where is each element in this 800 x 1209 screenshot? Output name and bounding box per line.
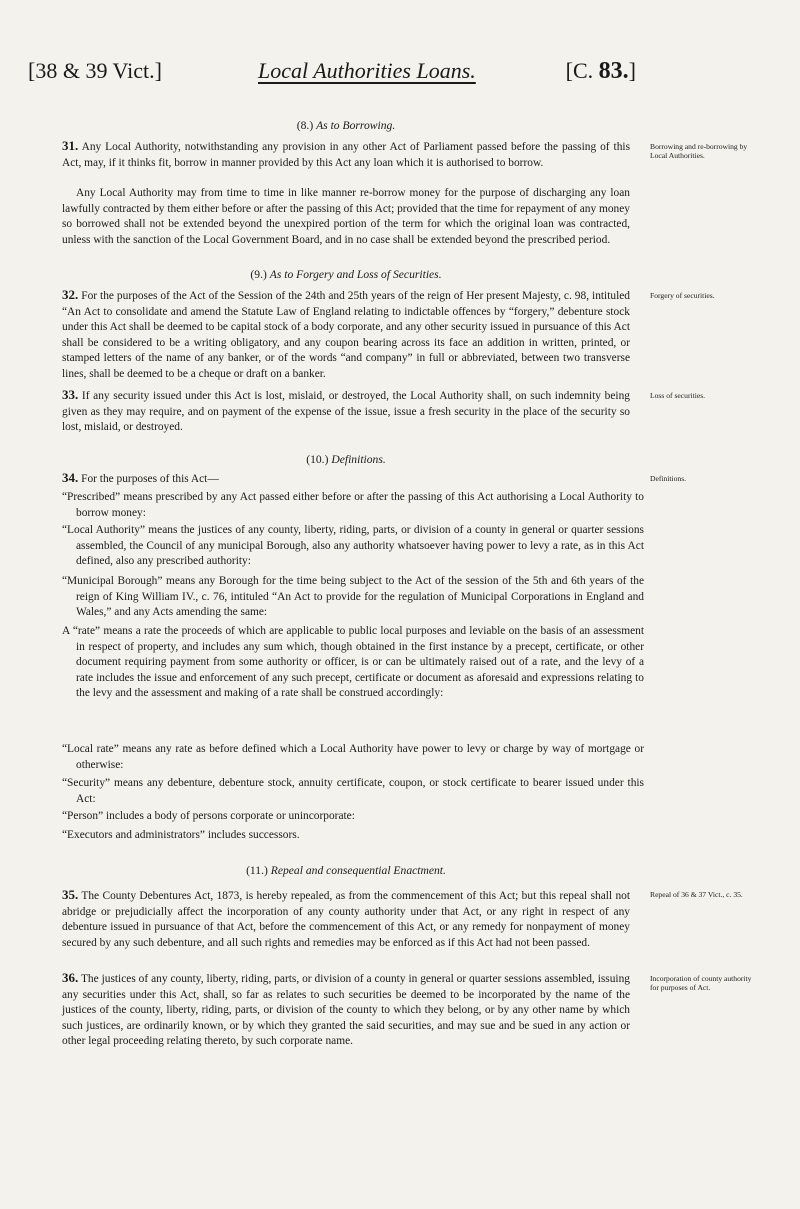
act-title: Local Authorities Loans.	[258, 58, 476, 83]
definition-local-rate: “Local rate” means any rate as before defined which a Local Authority have power to levy or charge by way of mortgage or otherwise:	[62, 743, 644, 771]
section-33: 33. If any security issued under this Act is lost, mislaid, or destroyed, the Local Authority shall, on such indemnity being given as they may require, and on payment of the expense of the issue, issue a fresh security in the place of the security so lost, mislaid, or destroyed.	[62, 387, 630, 434]
heading-definitions: (10.) Definitions.	[306, 453, 386, 466]
section-36: 36. The justices of any county, liberty, riding, parts, or division of a county in general or quarter sessions assembled, issuing any securities under this Act, shall, so far as relates to such securities be deemed to be incorporated by the name of the justices of the county, liberty, riding, parts, or division of the county to which they belong, or by any other name by which such justices, are ordinarily known, or by which they granted the said securities, and may sue and be sued in any action or other legal proceeding relating thereto, by such corporate name.	[62, 970, 630, 1048]
chapter-number: [C. 83.]	[565, 58, 636, 84]
definition-person: “Person” includes a body of persons corporate or unincorporate:	[62, 810, 355, 822]
section-34: 34. For the purposes of this Act—	[62, 470, 219, 485]
definition-prescribed: “Prescribed” means prescribed by any Act passed either before or after the passing of this Act authorising a Local Authority to borrow money:	[62, 491, 644, 519]
definition-local-authority: “Local Authority” means the justices of any county, liberty, riding, parts, or division of a county in general or quarter sessions assembled, the Council of any municipal Borough, also any authority whatsoever having power to levy a rate, as in this Act defined, also any prescribed authority:	[62, 524, 644, 568]
margin-note-35: Repeal of 36 & 37 Vict., c. 35.	[650, 890, 743, 899]
regnal-year: [38 & 39 Vict.]	[28, 58, 162, 83]
section-31-paragraph: Any Local Authority may from time to time in like manner re-borrow money for the purpose of discharging any loan lawfully contracted by them either before or after the passing of this Act; provided that the time for repayment of any money so borrowed shall not be extended beyond the unexpired portion of the term for which the original loan was contracted, unless with the sanction of the Local Government Board, and in no case shall be extended beyond the prescribed period.	[62, 187, 630, 246]
margin-note-33: Loss of securities.	[650, 391, 706, 400]
heading-borrowing: (8.) As to Borrowing.	[296, 119, 396, 132]
definition-security: “Security” means any debenture, debenture stock, annuity certificate, coupon, or stock certificate to bearer issued under this Act:	[62, 777, 644, 805]
section-35: 35. The County Debentures Act, 1873, is hereby repealed, as from the commencement of this Act; but this repeal shall not abridge or prejudicially affect the incorporation of any county authority under that Act, or any right in respect of any debenture issued in pursuance of that Act, before the commencement of this Act, or any remedy for nonpayment of money secured by any such debenture, and all such rights and remedies may be enforced as if this Act had not been passed.	[62, 887, 630, 949]
heading-repeal: (11.) Repeal and consequential Enactment.	[246, 864, 446, 877]
section-31: 31. Any Local Authority, notwithstanding any provision in any other Act of Parliament passed before the passing of this Act, may, if it thinks fit, borrow in manner provided by this Act any loan which it is authorised to borrow.	[62, 138, 631, 169]
margin-note-36: Incorporation of county authority for purposes of Act.	[650, 974, 752, 993]
section-32: 32. For the purposes of the Act of the Session of the 24th and 25th years of the reign of Her present Majesty, c. 98, intituled “An Act to consolidate and amend the Statute Law of England relating to indictable offences by “forgery,” debenture stock under this Act shall be deemed to be capital stock of a body corporate, and any other security issued in pursuance of this Act shall be considered to be a writing obligatory, and any coupon bearing across its face an addition in written, printed, or stamped letters of the name of any banker, or of the words “and company” in full or abbreviated, between two transverse lines, shall be deemed to be a cheque or draft on a banker.	[62, 287, 630, 380]
definition-rate: A “rate” means a rate the proceeds of which are applicable to public local purposes and leviable on the basis of an assessment in respect of property, and includes any sum which, though obtained in the first instance by a precept, certificate, or other document requiring payment from some authority or officer, is or can be ultimately raised out of a rate, and the levy of a rate includes the issue and enforcement of any such precept, certificate or document as aforesaid and expressions relating to the levy and the assessment and making of a rate shall be construed accordingly:	[62, 625, 644, 700]
margin-note-34: Definitions.	[650, 474, 687, 483]
running-head	[28, 58, 636, 94]
margin-note-32: Forgery of securities.	[650, 291, 715, 300]
definition-executors: “Executors and administrators” includes successors.	[62, 829, 300, 841]
heading-forgery: (9.) As to Forgery and Loss of Securities.	[250, 268, 442, 281]
margin-note-31: Borrowing and re-borrowing by Local Authorities.	[650, 142, 748, 161]
definition-municipal-borough: “Municipal Borough” means any Borough for the time being subject to the Act of the session of the 5th and 6th years of the reign of King William IV., c. 76, intituled “An Act to provide for the regulation of Municipal Corporations in England and Wales,” and any Acts amending the same:	[62, 575, 644, 619]
